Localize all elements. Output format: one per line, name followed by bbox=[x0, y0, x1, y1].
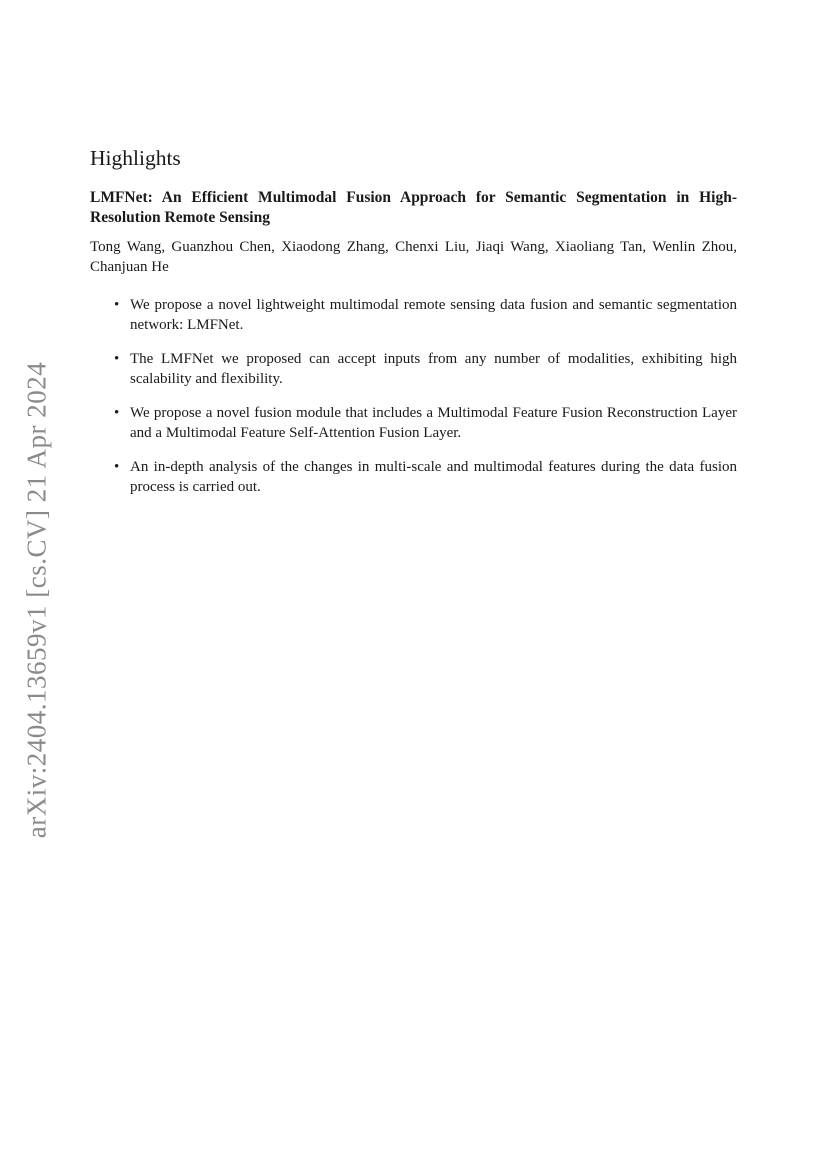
highlight-text: An in-depth analysis of the changes in multi-scale and multimodal features during the data fusion process is carried out. bbox=[130, 458, 737, 495]
highlights-list bbox=[90, 295, 737, 497]
highlight-item bbox=[114, 457, 737, 497]
arxiv-identifier-stamp: arXiv:2404.13659v1 [cs.CV] 21 Apr 2024 bbox=[21, 361, 52, 839]
section-heading: Highlights bbox=[90, 146, 181, 170]
bullet-icon: • bbox=[114, 350, 120, 367]
paper-title: LMFNet: An Efficient Multimodal Fusion Approach for Semantic Segmentation in High-Resolution Remote Sensing bbox=[90, 188, 737, 226]
bullet-icon: • bbox=[114, 458, 120, 475]
highlight-text: We propose a novel fusion module that includes a Multimodal Feature Fusion Reconstruction Layer and a Multimodal Feature Self-Attention Fusion Layer. bbox=[130, 404, 737, 441]
highlight-text: We propose a novel lightweight multimodal remote sensing data fusion and semantic segmentation network: LMFNet. bbox=[130, 296, 737, 333]
bullet-icon: • bbox=[114, 296, 120, 313]
highlights-page bbox=[90, 146, 737, 511]
author-list: Tong Wang, Guanzhou Chen, Xiaodong Zhang, Chenxi Liu, Jiaqi Wang, Xiaoliang Tan, Wenlin Zhou, Chanjuan He bbox=[90, 238, 737, 275]
highlight-text: The LMFNet we proposed can accept inputs from any number of modalities, exhibiting high scalability and flexibility. bbox=[130, 350, 737, 387]
highlight-item bbox=[114, 403, 737, 443]
bullet-icon: • bbox=[114, 404, 120, 421]
highlight-item bbox=[114, 295, 737, 335]
highlight-item bbox=[114, 349, 737, 389]
